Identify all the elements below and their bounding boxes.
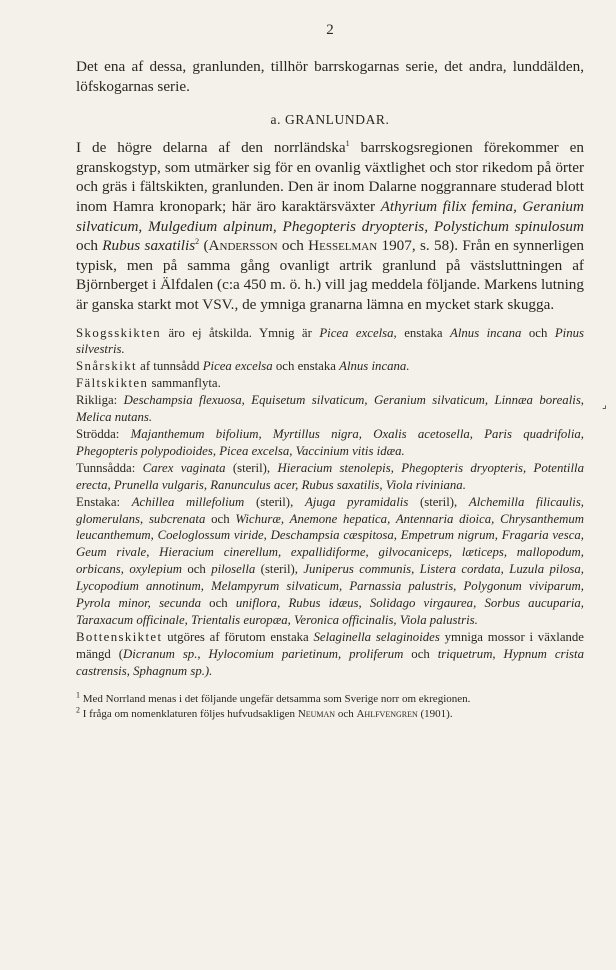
- species-list: Hieracium stenolepis, Phegopteris dryopteris, Potentilla erecta, Prunella vulgaris, Ranunculus acer, Rubus saxatilis, Viola riviniana.: [76, 460, 584, 492]
- footnote-text: (1901).: [417, 707, 453, 720]
- species-name: Achillea millefolium: [131, 494, 245, 509]
- text-run: (: [199, 237, 209, 255]
- footnote-1: [76, 689, 584, 707]
- footnote-separator: [76, 680, 584, 692]
- intro-paragraph: [76, 57, 584, 96]
- species-list: Majanthemum bifolium, Myrtillus nigra, Oxalis acetosella, Paris quadrifolia, Phegopteris polypodioides, Picea excelsa, Vaccinium vitis idæa.: [76, 426, 584, 458]
- species-name: Ajuga pyramidalis: [304, 494, 409, 509]
- footnote-number: 2: [76, 704, 80, 714]
- text-run: och: [201, 596, 236, 611]
- footnote-text: och: [335, 707, 357, 720]
- author-name: Neuman: [297, 707, 336, 720]
- species-list: Dicranum sp., Hylocomium parietinum, proliferum: [123, 646, 404, 661]
- text-run: och: [181, 562, 212, 577]
- main-paragraph: [76, 138, 584, 314]
- strodda-paragraph: [76, 426, 584, 460]
- text-run: barrskogsregionen förekommer en granskogstyp, som utmärker sig för en ovanlig växtlighet och stor rikedom på örter och gräs i fältskikten, granlunden. Den är inom Dalarne noggrannare studerad blott inom Hamra kronopark; här äro karaktärsväxter: [76, 139, 584, 215]
- text-run: I de högre delarna af den norrländska: [76, 139, 346, 157]
- bottenskikt-paragraph: [76, 629, 584, 680]
- species-name: pilosella: [211, 562, 256, 577]
- species-list: Alchemilla filicaulis, glomerulans, subcrenata: [76, 494, 584, 526]
- species-name: Alnus incana.: [339, 359, 410, 374]
- author-name: Andersson: [208, 237, 278, 255]
- text-run: utgöres af förutom enstaka: [162, 629, 314, 644]
- species-name: Alnus incana: [450, 325, 522, 340]
- enstaka-paragraph: [76, 494, 584, 629]
- author-name: Hesselman: [308, 237, 378, 255]
- species-name: Selaginella selaginoides: [313, 629, 440, 644]
- footnote-ref: 1: [345, 139, 350, 149]
- frequency-label: Strödda:: [76, 426, 131, 441]
- text-run: (steril),: [408, 494, 469, 509]
- layer-label: Bottenskiktet: [76, 629, 163, 644]
- section-heading: a. GRANLUNDAR.: [270, 112, 390, 128]
- text-run: och: [76, 237, 103, 255]
- page-number: 2: [326, 22, 334, 38]
- margin-mark: ⌟: [602, 400, 607, 411]
- text-run: (steril),: [225, 460, 278, 475]
- species-list: uniflora, Rubus idæus, Solidago virgaurea, Sorbus aucuparia, Taraxacum officinale, Trientalis europæa, Veronica officinalis, Viola palustris.: [76, 596, 584, 627]
- text-run: 1907, s. 58). Från en synnerligen typisk, men på samma gång ovanligt artrik granlund på västsluttningen af Björnberget i Älfdalen (c:a 450 m. ö. h.) vill jag meddela följande. Markens lutning är ganska starkt mot VSV., de ymniga granarna lämna en mycket stark skugga.: [76, 237, 585, 313]
- text-run: och: [205, 511, 236, 526]
- species-list: triquetrum, Hypnum crista castrensis, Sphagnum sp.).: [76, 646, 584, 678]
- layer-label: Skogsskikten: [76, 325, 162, 340]
- species-list: Wichuræ, Anemone hepatica, Antennaria dioica, Chrysanthemum leucanthemum, Coeloglossum viride, Deschampsia cæspitosa, Empetrum nigrum, Fragaria vesca, Geum rivale, Hieracium cinerellum, expallidiforme, gilvocaniceps, læticeps, mallopodum, orbicans, oxylepium: [76, 511, 585, 577]
- species-list: Deschampsia flexuosa, Equisetum silvaticum, Geranium silvaticum, Linnæa borealis, Melica nutans.: [76, 393, 584, 425]
- author-name: Ahlfvengren: [356, 707, 418, 720]
- layer-label: Snårskikt: [76, 359, 137, 374]
- rikliga-paragraph: [76, 392, 584, 426]
- document-page: [76, 22, 584, 722]
- snarskikt-paragraph: [76, 358, 584, 375]
- species-name: Rubus saxatilis: [102, 237, 196, 255]
- species-names: Athyrium filix femina, Geranium silvaticum, Mulgedium alpinum, Phegopteris dryopteris, Polystichum spinulosum: [76, 197, 584, 235]
- faltskikt-paragraph: [76, 375, 584, 392]
- frequency-label: Rikliga:: [76, 393, 124, 408]
- text-run: och: [521, 325, 555, 340]
- text-run: (steril),: [255, 562, 304, 577]
- footnote-ref: 2: [195, 237, 200, 247]
- footnote-text: Med Norrland menas i det följande ungefär detsamma som Sverige norr om ekregionen.: [80, 692, 471, 705]
- species-name: Carex vaginata: [142, 460, 226, 475]
- frequency-label: Tunnsådda:: [76, 460, 143, 475]
- skogsskikt-paragraph: [76, 325, 584, 359]
- text-run: och: [403, 646, 438, 661]
- text-run: och enstaka: [272, 359, 340, 374]
- species-list: Juniperus communis, Listera cordata, Luzula pilosa, Lycopodium annotinum, Melampyrum silvaticum, Parnassia palustris, Polygonum viviparum, Pyrola minor, secunda: [76, 562, 584, 611]
- species-name: Pinus silvestris.: [76, 325, 584, 357]
- text-run: och: [277, 237, 309, 255]
- layer-label: Fältskikten: [76, 376, 149, 391]
- frequency-label: Enstaka:: [76, 494, 132, 509]
- footnote-text: I fråga om nomenklaturen följes hufvudsakligen: [80, 707, 298, 720]
- species-name: Picea excelsa: [202, 359, 273, 374]
- text-run: äro ej åtskilda. Ymnig är: [161, 325, 320, 340]
- tunnsadda-paragraph: [76, 460, 584, 494]
- footnote-number: 1: [76, 689, 80, 699]
- text-run: sammanflyta.: [148, 376, 221, 391]
- species-name: Picea excelsa,: [319, 325, 397, 340]
- text-run: (steril),: [244, 494, 305, 509]
- intro-text: Det ena af dessa, granlunden, tillhör barrskogarnas serie, det andra, lunddälden, löfskogarnas serie.: [76, 58, 584, 95]
- footnote-2: [76, 704, 584, 722]
- text-run: ymniga mossor i växlande mängd (: [76, 629, 584, 661]
- text-run: enstaka: [396, 325, 451, 340]
- text-run: af tunnsådd: [136, 359, 203, 374]
